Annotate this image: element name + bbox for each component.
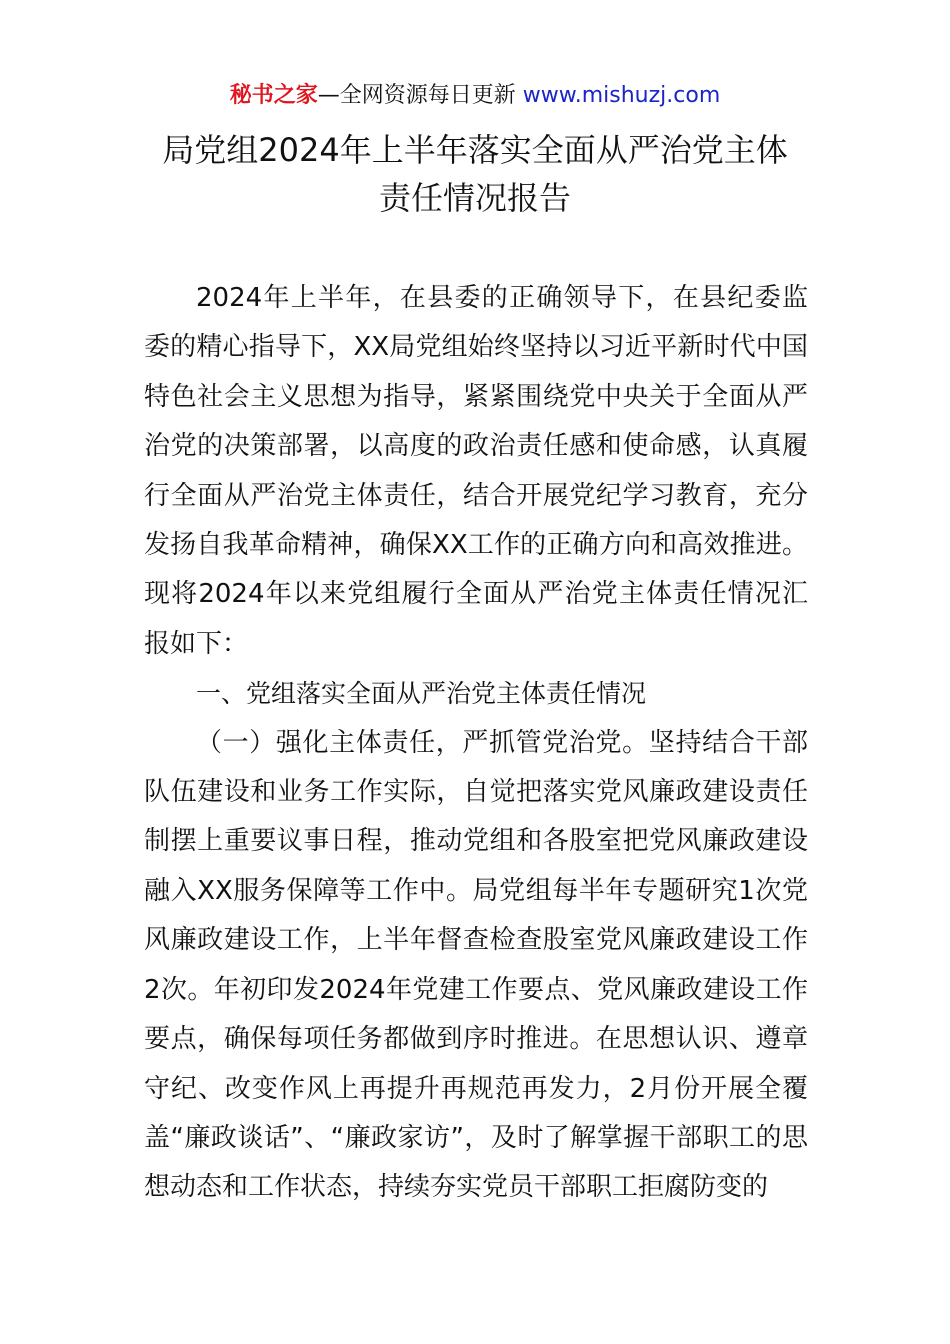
subsection-paragraph: （一）强化主体责任，严抓管党治党。坚持结合干部队伍建设和业务工作实际，自觉把落实党风廉政建设责任制摆上重要议事日程，推动党组和各股室把党风廉政建设融入XX服务保障等工作中。局党组每半年专题研究1次党风廉政建设工作，上半年督查检查股室党风廉政建设工作2次。年初印发2024年党建工作要点、党风廉政建设工作要点，确保每项任务都做到序时推进。在思想认识、遵章守纪、改变作风上再提升再规范再发力，2月份开展全覆盖“廉政谈话”、“廉政家访”，及时了解掌握干部职工的思想动态和工作状态，持续夯实党员干部职工拒腐防变的 <box>144 727 808 1203</box>
title-line-2: 责任情况报告 <box>378 179 571 217</box>
document-body <box>144 274 808 1213</box>
document-title <box>0 126 950 222</box>
site-banner <box>0 80 950 112</box>
section-heading: 一、党组落实全面从严治党主体责任情况 <box>196 679 647 709</box>
banner-url-link[interactable]: www.mishuzj.com <box>522 83 721 108</box>
title-line-1: 局党组2024年上半年落实全面从严治党主体 <box>162 131 788 169</box>
banner-brand: 秘书之家 <box>229 83 318 108</box>
banner-tagline: —全网资源每日更新 <box>317 83 516 108</box>
intro-paragraph: 2024年上半年，在县委的正确领导下，在县纪委监委的精心指导下，XX局党组始终坚持以习近平新时代中国特色社会主义思想为指导，紧紧围绕党中央关于全面从严治党的决策部署，以高度的政治责任感和使命感，认真履行全面从严治党主体责任，结合开展党纪学习教育，充分发扬自我革命精神，确保XX工作的正确方向和高效推进。现将2024年以来党组履行全面从严治党主体责任情况汇报如下： <box>144 283 808 659</box>
